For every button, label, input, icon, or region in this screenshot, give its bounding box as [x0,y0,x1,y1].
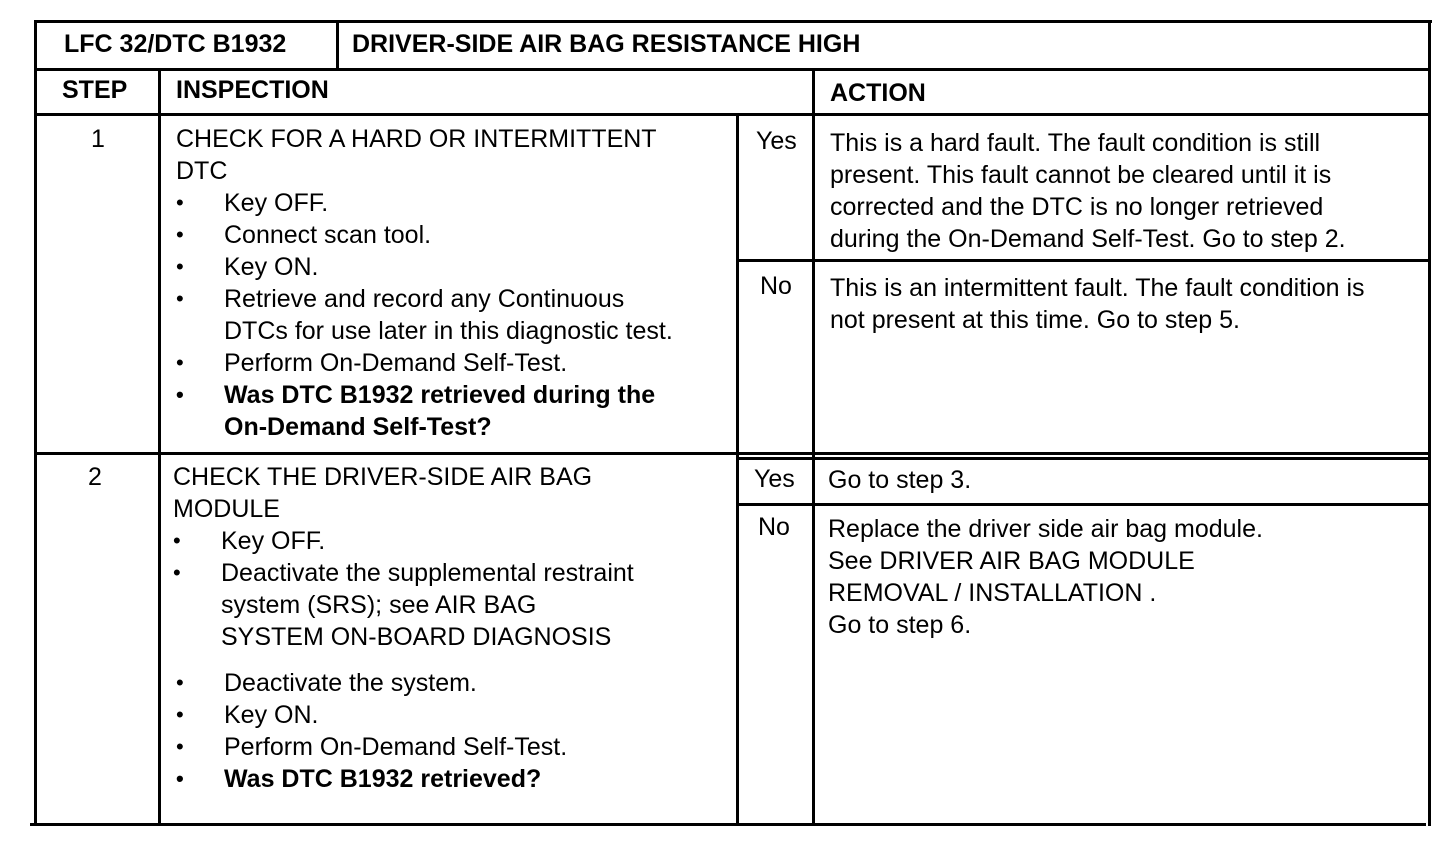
no-action: Replace the driver side air bag module. See DRIVER AIR BAG MODULE REMOVAL / INSTALLATION . Go to step 6. [828,515,1263,639]
title-cell-divider [336,20,339,70]
bullet-icon: • [176,254,184,279]
table-border-right [1428,20,1431,826]
dtc-code: LFC 32/DTC B1932 [64,30,287,58]
table-title: DRIVER-SIDE AIR BAG RESISTANCE HIGH [352,30,861,58]
step-heading: CHECK THE DRIVER-SIDE AIR BAG [173,463,593,491]
table-border-top [36,20,1432,23]
checklist-item: • Connect scan tool. [176,221,432,249]
no-label: No [760,272,792,300]
step-number: 2 [88,463,102,491]
step2-yes-no-divider [736,503,1430,506]
inspection-column-header: INSPECTION [176,76,329,104]
step-1-checklist [160,187,673,443]
yes-label: Yes [756,127,797,155]
bullet-icon: • [176,766,184,791]
yesno-column-divider [736,115,739,825]
yes-label: Yes [754,465,795,493]
bullet-icon: • [173,528,181,553]
checklist-question: • Was DTC B1932 retrieved? [176,765,542,793]
bullet-icon: • [176,382,184,407]
title-row-divider [36,68,1430,71]
checklist-item: • Key ON. [176,701,319,729]
checklist-item: • Perform On-Demand Self-Test. [176,349,568,377]
step-number: 1 [91,125,105,153]
step-column-header: STEP [62,76,128,104]
step-heading-continued: MODULE [173,495,280,523]
yes-action: This is a hard fault. The fault condition is still present. This fault cannot be cleared until it is corrected and the DTC is no longer retrieved during the On-Demand Self-Test. Go to step 2. [830,129,1346,253]
checklist-item: • Key ON. [176,253,319,281]
step1-yes-no-divider [736,259,1430,262]
checklist-question: • Was DTC B1932 retrieved during the On-Demand Self-Test? [176,381,656,441]
checklist-item: • Perform On-Demand Self-Test. [176,733,568,761]
checklist-item: • Deactivate the system. [176,669,477,697]
bullet-icon: • [176,350,184,375]
bullet-icon: • [173,560,181,585]
bullet-icon: • [176,734,184,759]
step-divider-action [736,457,1430,460]
no-label: No [758,513,790,541]
checklist-item: • Retrieve and record any Continuous DTCs for use later in this diagnostic test. [176,285,673,345]
step-2-checklist-b [160,667,567,795]
table-border-bottom [30,823,1426,826]
bullet-icon: • [176,670,184,695]
bullet-icon: • [176,286,184,311]
header-row-divider [36,113,1430,116]
yes-action: Go to step 3. [828,466,972,494]
checklist-item: • Deactivate the supplemental restraint system (SRS); see AIR BAG SYSTEM ON-BOARD DIAGNOSIS [173,559,634,651]
step-heading: CHECK FOR A HARD OR INTERMITTENT [176,125,657,153]
bullet-icon: • [176,222,184,247]
step-2-checklist-a [157,525,634,653]
bullet-icon: • [176,702,184,727]
table-border-left [34,20,37,826]
step-divider [36,452,1430,455]
bullet-icon: • [176,190,184,215]
checklist-item: • Key OFF. [176,189,329,217]
action-column-header: ACTION [830,79,926,107]
action-column-divider [812,68,815,825]
step-heading-continued: DTC [176,157,228,185]
checklist-item: • Key OFF. [173,527,326,555]
no-action: This is an intermittent fault. The fault condition is not present at this time. Go to step 5. [830,274,1365,334]
